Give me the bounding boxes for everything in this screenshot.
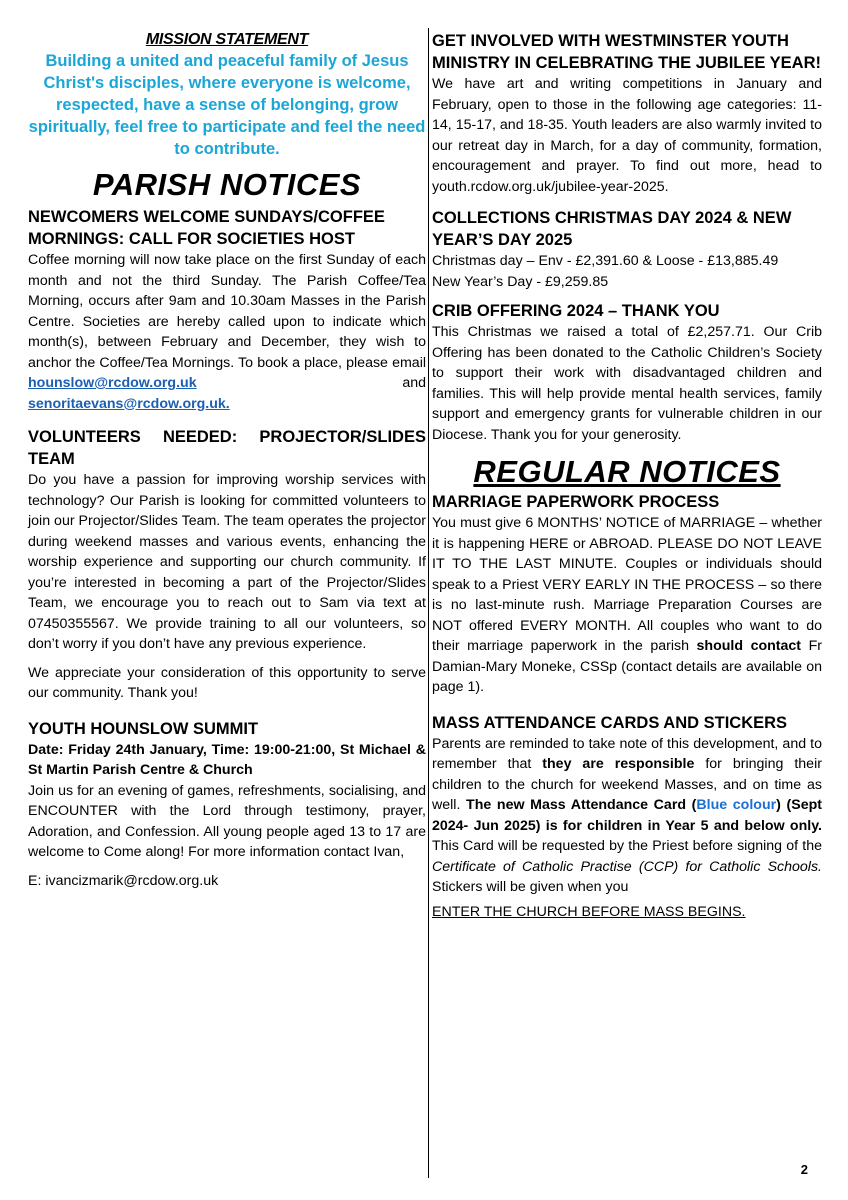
youth-summit-email: E: ivancizmarik@rcdow.org.uk (28, 872, 219, 889)
regular-notices-heading: REGULAR NOTICES (473, 454, 781, 489)
page-number: 2 (800, 1162, 808, 1177)
attendance-title: MASS ATTENDANCE CARDS AND STICKERS (432, 713, 788, 732)
jubilee-title: GET INVOLVED WITH WESTMINSTER YOUTH MINISTRY IN CELEBRATING THE JUBILEE YEAR! (432, 32, 822, 72)
marriage-body: You must give 6 MONTHS’ NOTICE of MARRIAGE – whether it is happening HERE or ABROAD. PLEASE DO NOT LEAVE IT TO THE LAST MINUTE. Couples or individuals should speak to a Priest VERY EARLY IN THE PROCESS – so there is no last-minute rush. Marriage Preparation Courses are NOT offered EVERY MONTH. All couples who want to do their marriage paperwork in the parish should contact Fr Damian-Mary Moneke, CSSp (contact details are available on page 1). (432, 515, 822, 695)
right-column (432, 30, 822, 922)
email-link-senoritaevans[interactable]: senoritaevans@rcdow.org.uk. (28, 395, 230, 412)
newcomers-body: Coffee morning will now take place on the first Sunday of each month and not the third Sunday. The Parish Coffee/Tea Morning, occurs after 9am and 10.30am Masses in the Parish Centre. Societies are hereby called upon to indicate which month(s), between February and December, they wish to anchor the Coffee/Tea Mornings. To book a place, please email hounslow@rcdow.org.uk and senoritaevans@rcdow.org.uk. (28, 252, 426, 412)
collections-title: COLLECTIONS CHRISTMAS DAY 2024 & NEW YEAR’S DAY 2025 (432, 209, 792, 249)
left-column (28, 30, 426, 891)
volunteers-thanks: We appreciate your consideration of this opportunity to serve our community. Thank you! (28, 664, 426, 701)
attendance-body: Parents are reminded to take note of this development, and to remember that they are responsible for bringing their children to the church for weekend Masses, and on time as well. The new Mass Attendance Card (Blue colour) (Sept 2024- Jun 2025) is for children in Year 5 and below only. This Card will be requested by the Priest before signing of the Certificate of Catholic Practise (CCP) for Catholic Schools. Stickers will be given when you (432, 735, 822, 895)
attendance-enter-note: ENTER THE CHURCH BEFORE MASS BEGINS. (432, 903, 746, 920)
mission-title: MISSION STATEMENT (145, 31, 309, 48)
collections-new-year: New Year’s Day - £9,259.85 (432, 273, 609, 290)
newcomers-title: NEWCOMERS WELCOME SUNDAYS/COFFEE MORNINGS: CALL FOR SOCIETIES HOST (28, 208, 385, 248)
youth-summit-body: Join us for an evening of games, refreshments, socialising, and ENCOUNTER with the Lord through testimony, prayer, Adoration, and Confession. All young people aged 13 to 17 are welcome to Come along! For more information contact Ivan, (28, 782, 426, 860)
email-link-hounslow[interactable]: hounslow@rcdow.org.uk (28, 375, 197, 391)
youth-summit-title: YOUTH HOUNSLOW SUMMIT (28, 719, 259, 738)
marriage-title: MARRIAGE PAPERWORK PROCESS (432, 493, 720, 511)
jubilee-body: We have art and writing competitions in January and February, open to those in the following age categories: 11-14, 15-17, and 18-35. Youth leaders are also warmly invited to our retreat day in March, for a day of community, formation, encouragement and prayer. To find out more, head to youth.rcdow.org.uk/jubilee-year-2025. (432, 76, 822, 195)
parish-notices-heading: PARISH NOTICES (92, 167, 362, 202)
volunteers-title: VOLUNTEERS NEEDED: PROJECTOR/SLIDES TEAM (28, 428, 426, 468)
youth-summit-date: Date: Friday 24th January, Time: 19:00-21:00, St Michael & St Martin Parish Centre & Church (28, 741, 426, 778)
collections-christmas: Christmas day – Env - £2,391.60 & Loose - £13,885.49 (432, 253, 779, 269)
crib-body: This Christmas we raised a total of £2,257.71. Our Crib Offering has been donated to the Catholic Children’s Society to support their work with disadvantaged children and families. This will help provide mental health services, family support and emergency grants for vulnerable children in our Diocese. Thank you for your generosity. (432, 324, 822, 443)
column-divider (428, 28, 429, 1178)
mission-text: Building a united and peaceful family of Jesus Christ's disciples, where everyone is welcome, respected, have a sense of belonging, grow spiritually, feel free to participate and feel the need to contribute. (28, 52, 426, 158)
crib-title: CRIB OFFERING 2024 – THANK YOU (432, 302, 720, 320)
volunteers-body: Do you have a passion for improving worship services with technology? Our Parish is looking for committed volunteers to join our Projector/Slides Team. The team operates the projector during weekend masses and various events, enhancing the worship experience and supporting our church community. If you’re interested in becoming a part of the Projector/Slides Team, we encourage you to reach out to Sam via text at 07450355567. We provide training to all our volunteers, so don’t worry if you don’t have any previous experience. (28, 472, 426, 652)
